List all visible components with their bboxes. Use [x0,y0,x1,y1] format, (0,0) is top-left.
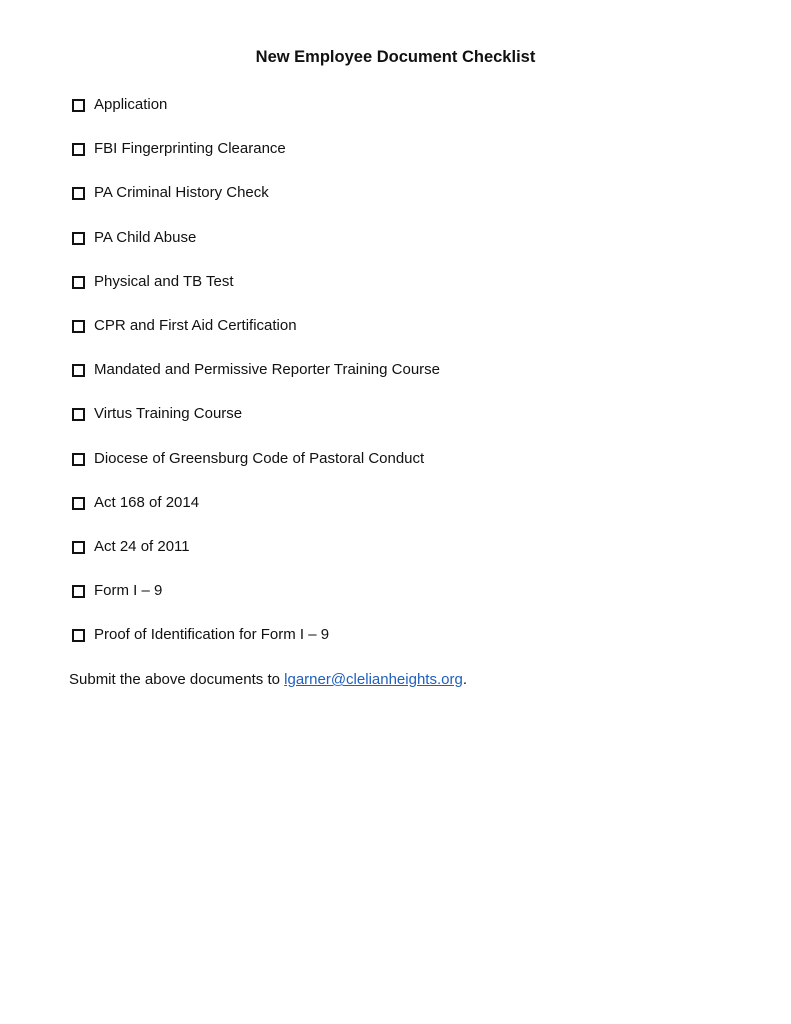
checkbox-icon[interactable] [72,320,85,333]
checklist-item-label: Diocese of Greensburg Code of Pastoral Conduct [94,449,425,467]
checklist-item [72,403,440,447]
checkbox-icon[interactable] [72,364,85,377]
submit-text: Submit the above documents to [69,671,285,688]
checklist-item-label: Act 168 of 2014 [94,493,200,511]
checkbox-icon[interactable] [72,99,85,112]
checklist-item-label: PA Child Abuse [94,228,197,246]
checklist-item [72,359,440,403]
checklist-item-label: Physical and TB Test [94,272,234,290]
checklist-item-label: Proof of Identification for Form I – 9 [94,626,330,644]
submit-instructions [69,669,467,691]
checklist-item [72,492,440,536]
checklist-item-label: Act 24 of 2011 [94,537,190,555]
checklist-item [72,227,440,271]
submit-suffix: . [462,671,467,688]
checklist-item-label: PA Criminal History Check [94,184,269,202]
checklist-item [72,182,440,226]
checklist-item-label: FBI Fingerprinting Clearance [94,140,286,158]
checkbox-icon[interactable] [72,629,85,642]
checklist-item [72,580,440,624]
checklist-item [72,138,440,182]
checklist-item-label: Virtus Training Course [94,405,243,423]
checklist-item [72,624,440,668]
checklist-item [72,271,440,315]
checkbox-icon[interactable] [72,541,85,554]
checklist-item-label: Application [94,96,168,113]
checklist-item-label: Form I – 9 [94,582,163,600]
checklist-item [72,448,440,492]
checkbox-icon[interactable] [72,585,85,598]
checkbox-icon[interactable] [72,187,85,200]
checklist-item-label: Mandated and Permissive Reporter Training Course [94,361,441,379]
checkbox-icon[interactable] [72,497,85,510]
email-link[interactable]: lgarner@clelianheights.org [284,671,463,688]
checkbox-icon[interactable] [72,453,85,466]
checkbox-icon[interactable] [72,408,85,421]
document-title: New Employee Document Checklist [255,48,536,66]
checkbox-icon[interactable] [72,276,85,289]
checklist-item [72,94,440,138]
checkbox-icon[interactable] [72,143,85,156]
checkbox-icon[interactable] [72,232,85,245]
checklist-item-label: CPR and First Aid Certification [94,316,297,334]
document-checklist [72,94,440,668]
checklist-item [72,536,440,580]
checklist-item [72,315,440,359]
